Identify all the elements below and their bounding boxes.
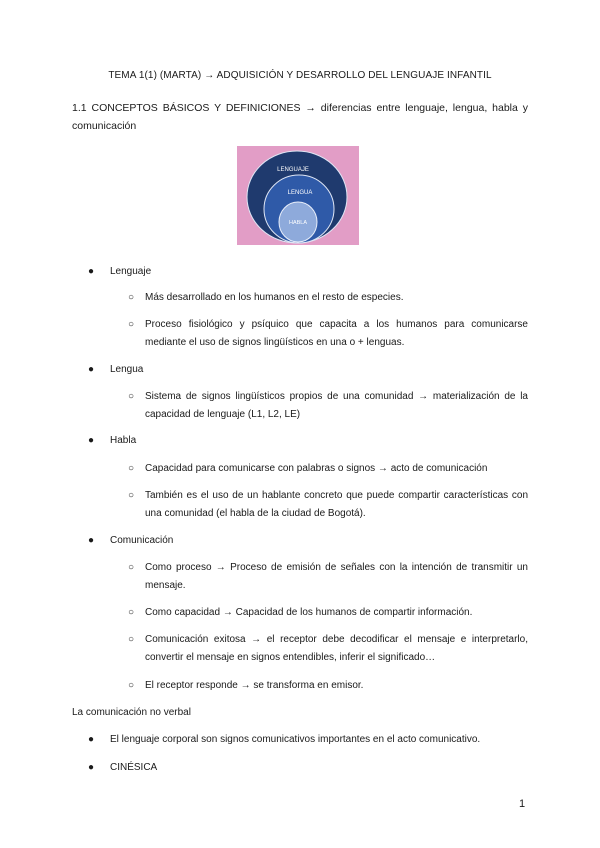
bullet-dot: ● [88, 364, 95, 375]
sub-bullet-circle: ○ [128, 490, 135, 501]
bullet-dot: ● [88, 266, 95, 277]
sub-item: Más desarrollado en los humanos en el resto de especies. [145, 292, 404, 303]
nested-circles-diagram [237, 146, 359, 245]
sub-item: Como capacidad → Capacidad de los humanos de compartir información. [145, 607, 473, 618]
list-item-habla: Habla [110, 435, 137, 446]
list-item-comunicacion: Comunicación [110, 535, 174, 546]
sub-bullet-circle: ○ [128, 319, 135, 330]
document-title: TEMA 1(1) (MARTA) → ADQUISICIÓN Y DESARROLLO DEL LENGUAJE INFANTIL [108, 70, 492, 81]
sub-bullet-circle: ○ [128, 292, 135, 303]
sub-item: Capacidad para comunicarse con palabras o signos → acto de comunicación [145, 463, 488, 474]
sub-bullet-circle: ○ [128, 607, 135, 618]
list-item-cinesica: CINÉSICA [110, 762, 158, 773]
sub-item: Proceso fisiológico y psíquico que capacita a los humanos para comunicarse mediante el uso de signos lingüísticos en una o + lenguas. [145, 319, 528, 348]
sub-bullet-circle: ○ [128, 634, 135, 645]
concept-diagram [237, 146, 359, 245]
lenguaje-label: LENGUAJE [277, 167, 309, 173]
list-item-lenguaje-corporal: El lenguaje corporal son signos comunicativos importantes en el acto comunicativo. [110, 734, 481, 745]
sub-item: Sistema de signos lingüísticos propios de una comunidad → materialización de la capacidad de lenguaje (L1, L2, LE) [145, 391, 528, 420]
page-number: 1 [519, 798, 526, 810]
list-item-lenguaje: Lenguaje [110, 266, 152, 277]
sub-item: Como proceso → Proceso de emisión de señales con la intención de transmitir un mensaje. [145, 562, 528, 591]
bullet-dot: ● [88, 762, 95, 773]
sub-bullet-circle: ○ [128, 463, 135, 474]
sub-bullet-circle: ○ [128, 391, 135, 402]
sub-item: El receptor responde → se transforma en emisor. [145, 680, 364, 691]
sub-bullet-circle: ○ [128, 562, 135, 573]
lengua-label: LENGUA [287, 190, 313, 196]
sub-item: Comunicación exitosa → el receptor debe decodificar el mensaje e interpretarlo, convertir el mensaje en signos entendibles, inferir el significado… [145, 634, 528, 663]
list-item-lengua: Lengua [110, 364, 144, 375]
sub-bullet-circle: ○ [128, 680, 135, 691]
bullet-dot: ● [88, 435, 95, 446]
nonverbal-heading: La comunicación no verbal [72, 707, 191, 718]
habla-label: HABLA [288, 220, 308, 226]
bullet-dot: ● [88, 734, 95, 745]
section-heading: 1.1 CONCEPTOS BÁSICOS Y DEFINICIONES → diferencias entre lenguaje, lengua, habla y comunicación [72, 102, 528, 132]
bullet-dot: ● [88, 535, 95, 546]
sub-item: También es el uso de un hablante concreto que puede compartir características con una comunidad (el habla de la ciudad de Bogotá). [145, 490, 528, 519]
